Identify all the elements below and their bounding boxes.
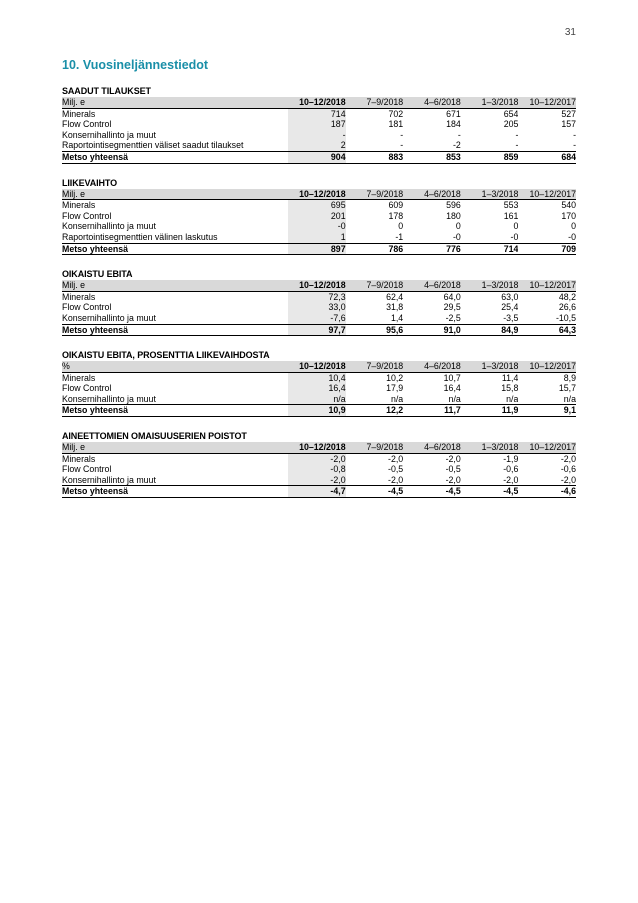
cell-value: 7–9/2018 [346, 280, 404, 291]
cell-value: 596 [446, 200, 461, 211]
cell-value: 7–9/2018 [346, 442, 404, 453]
row-label: Minerals [62, 453, 96, 464]
row-label: Minerals [62, 291, 96, 302]
cell-value: 4–6/2018 [403, 280, 461, 291]
cell-value: -2 [452, 140, 461, 151]
table-row [62, 302, 576, 313]
cell-value: 180 [446, 210, 461, 221]
table-title: SAADUT TILAUKSET [62, 86, 151, 96]
row-label: Milj. e [62, 189, 288, 200]
cell-value: 0 [513, 221, 519, 232]
cell-value: n/a [563, 393, 576, 404]
cell-value: 527 [561, 108, 576, 119]
cell-value: 16,4 [443, 383, 461, 394]
cell-value: -0 [568, 231, 576, 242]
cell-value: 11,9 [461, 405, 519, 417]
cell-value: 29,5 [443, 302, 461, 313]
cell-value: 1–3/2018 [461, 442, 519, 453]
table-block [62, 85, 576, 164]
cell-value: 10,4 [288, 372, 346, 383]
cell-value: 84,9 [461, 324, 519, 336]
cell-value: 15,8 [501, 383, 519, 394]
row-label: Raportointisegmenttien väliset saadut tilaukset [62, 140, 244, 151]
row-label: Milj. e [62, 280, 288, 291]
page-number: 31 [564, 27, 576, 38]
row-label: Flow Control [62, 210, 112, 221]
table-title: OIKAISTU EBITA, PROSENTTIA LIIKEVAIHDOSTA [62, 350, 270, 361]
table-row [62, 464, 576, 475]
cell-value: 859 [461, 151, 519, 163]
cell-value: 63,0 [501, 291, 519, 302]
cell-value: -4,5 [403, 486, 461, 498]
cell-value: 0 [571, 221, 576, 232]
cell-value: 4–6/2018 [403, 189, 461, 200]
cell-value: -2,0 [288, 475, 346, 486]
cell-value: 91,0 [403, 324, 461, 336]
cell-value: 695 [288, 200, 346, 211]
cell-value: -4,5 [461, 486, 519, 498]
cell-value: -2,0 [503, 474, 519, 485]
cell-value: 654 [503, 108, 519, 119]
cell-value: 0 [455, 221, 461, 232]
cell-value: - [515, 129, 519, 140]
table-title: LIIKEVAIHTO [62, 177, 118, 188]
row-label: Milj. e [62, 97, 288, 108]
cell-value: 15,7 [558, 383, 576, 394]
cell-value: -2,0 [445, 474, 461, 485]
cell-value: 7–9/2018 [346, 97, 404, 108]
cell-value: -2,0 [388, 453, 404, 464]
row-label: Metso yhteensä [62, 324, 288, 336]
cell-value: 17,9 [386, 383, 404, 394]
cell-value: 170 [561, 210, 576, 221]
table-total-row [62, 243, 576, 255]
row-label: Flow Control [62, 383, 112, 394]
cell-value: 4–6/2018 [403, 97, 461, 108]
cell-value: 97,7 [288, 324, 346, 336]
table-row [62, 200, 576, 211]
table-block [62, 268, 576, 336]
cell-value: 31,8 [386, 302, 404, 313]
table-total-row [62, 151, 576, 163]
cell-value: - [573, 129, 576, 140]
table-row [62, 211, 576, 222]
cell-value: 1–3/2018 [461, 280, 519, 291]
cell-value: 714 [461, 243, 519, 255]
cell-value: -2,0 [288, 453, 346, 464]
cell-value: 11,7 [403, 405, 461, 417]
table-header-row [62, 189, 576, 200]
row-label: Metso yhteensä [62, 486, 288, 498]
cell-value: 16,4 [288, 383, 346, 394]
cell-value: 10–12/2018 [288, 361, 346, 372]
cell-value: 12,2 [346, 405, 404, 417]
row-label: Minerals [62, 372, 96, 383]
table-header-row [62, 442, 576, 453]
cell-value: 48,2 [558, 291, 576, 302]
cell-value: -2,5 [445, 312, 461, 323]
row-label: Flow Control [62, 119, 112, 130]
table-row [62, 130, 576, 141]
row-label: Metso yhteensä [62, 151, 288, 163]
table-total-row [62, 324, 576, 336]
cell-value: 10–12/2017 [518, 189, 576, 200]
cell-value: 72,3 [288, 291, 346, 302]
table-row [62, 383, 576, 394]
cell-value: 10–12/2017 [518, 280, 576, 291]
cell-value: 161 [503, 210, 519, 221]
row-label: Konsernihallinto ja muut [62, 312, 156, 323]
cell-value: -0,5 [445, 464, 461, 475]
cell-value: 709 [518, 243, 576, 255]
cell-value: 1 [288, 232, 346, 243]
cell-value: 10–12/2017 [518, 442, 576, 453]
data-table [62, 280, 576, 336]
section-title: 10. Vuosineljännestiedot [62, 58, 209, 72]
cell-value: - [457, 129, 461, 140]
cell-value: 4–6/2018 [403, 361, 461, 372]
cell-value: 7–9/2018 [346, 361, 404, 372]
cell-value: -0,8 [288, 464, 346, 475]
cell-value: 883 [346, 151, 404, 163]
data-table [62, 189, 576, 256]
cell-value: 11,4 [501, 372, 519, 383]
cell-value: -2,0 [388, 474, 404, 485]
cell-value: 714 [288, 108, 346, 119]
table-block [62, 430, 576, 498]
cell-value: -7,6 [288, 313, 346, 324]
row-label: Konsernihallinto ja muut [62, 474, 156, 485]
data-table [62, 97, 576, 164]
table-total-row [62, 405, 576, 417]
row-label: Minerals [62, 200, 96, 211]
cell-value: 64,0 [443, 291, 461, 302]
cell-value: 10–12/2018 [288, 442, 346, 453]
table-row [62, 291, 576, 302]
cell-value: 157 [561, 119, 576, 130]
cell-value: 10,7 [443, 372, 461, 383]
cell-value: 10–12/2018 [288, 189, 346, 200]
cell-value: 1–3/2018 [461, 361, 519, 372]
cell-value: 205 [503, 119, 519, 130]
row-label: Flow Control [62, 464, 112, 475]
table-row [62, 232, 576, 243]
row-label: Flow Control [62, 302, 112, 313]
cell-value: n/a [506, 393, 519, 404]
cell-value: 33,0 [288, 302, 346, 313]
cell-value: 64,3 [518, 324, 576, 336]
cell-value: 671 [446, 108, 461, 119]
cell-value: n/a [390, 393, 404, 404]
table-title: AINEETTOMIEN OMAISUUSERIEN POISTOT [62, 431, 247, 442]
row-label: Milj. e [62, 442, 288, 453]
row-label: % [62, 361, 288, 372]
table-total-row [62, 486, 576, 498]
cell-value: 0 [398, 221, 404, 232]
table-row [62, 475, 576, 486]
cell-value: -2,0 [445, 453, 461, 464]
cell-value: - [573, 140, 576, 151]
cell-value: 2 [288, 140, 346, 151]
cell-value: 95,6 [346, 324, 404, 336]
table-header-row [62, 280, 576, 291]
table-header-row [62, 361, 576, 372]
cell-value: -10,5 [555, 312, 576, 323]
cell-value: 553 [503, 200, 519, 211]
cell-value: n/a [288, 394, 346, 405]
row-label: Metso yhteensä [62, 243, 288, 255]
table-title: OIKAISTU EBITA [62, 269, 133, 280]
cell-value: 609 [388, 200, 404, 211]
cell-value: -1 [395, 231, 404, 242]
table-row [62, 108, 576, 119]
cell-value: - [400, 129, 404, 140]
quarterly-tables [62, 85, 576, 511]
cell-value: -1,9 [503, 453, 519, 464]
row-label: Minerals [62, 108, 96, 119]
cell-value: -2,0 [560, 453, 576, 464]
table-header-row [62, 97, 576, 108]
cell-value: 702 [388, 108, 404, 119]
cell-value: - [400, 140, 404, 151]
cell-value: 10–12/2017 [518, 97, 576, 108]
cell-value: -0 [510, 231, 519, 242]
table-row [62, 221, 576, 232]
cell-value: 786 [346, 243, 404, 255]
cell-value: 684 [518, 151, 576, 163]
cell-value: - [288, 130, 346, 141]
cell-value: -3,5 [503, 312, 519, 323]
cell-value: n/a [448, 393, 461, 404]
table-block [62, 177, 576, 256]
row-label: Konsernihallinto ja muut [62, 393, 156, 404]
cell-value: 184 [446, 119, 461, 130]
data-table [62, 361, 576, 417]
table-row [62, 140, 576, 151]
cell-value: 7–9/2018 [346, 189, 404, 200]
cell-value: -4,6 [518, 486, 576, 498]
table-row [62, 394, 576, 405]
cell-value: 4–6/2018 [403, 442, 461, 453]
cell-value: 540 [561, 200, 576, 211]
cell-value: - [515, 140, 519, 151]
cell-value: 904 [288, 151, 346, 163]
cell-value: -2,0 [560, 474, 576, 485]
cell-value: 62,4 [386, 291, 404, 302]
cell-value: 178 [388, 210, 404, 221]
table-row [62, 313, 576, 324]
cell-value: 1–3/2018 [461, 97, 519, 108]
row-label: Konsernihallinto ja muut [62, 221, 156, 232]
cell-value: 8,9 [563, 372, 576, 383]
cell-value: -0,6 [503, 464, 519, 475]
cell-value: 9,1 [518, 405, 576, 417]
table-block [62, 349, 576, 417]
cell-value: -0 [288, 221, 346, 232]
cell-value: 201 [288, 211, 346, 222]
cell-value: 10,2 [386, 372, 404, 383]
cell-value: 10–12/2017 [518, 361, 576, 372]
cell-value: 776 [403, 243, 461, 255]
cell-value: -0,5 [388, 464, 404, 475]
cell-value: 25,4 [501, 302, 519, 313]
cell-value: 187 [288, 119, 346, 130]
table-row [62, 119, 576, 130]
row-label: Raportointisegmenttien välinen laskutus [62, 231, 218, 242]
cell-value: 897 [288, 243, 346, 255]
cell-value: -4,5 [346, 486, 404, 498]
cell-value: 181 [388, 119, 404, 130]
table-row [62, 372, 576, 383]
cell-value: 10,9 [288, 405, 346, 417]
data-table [62, 442, 576, 498]
row-label: Konsernihallinto ja muut [62, 129, 156, 140]
cell-value: -0,6 [560, 464, 576, 475]
cell-value: 1–3/2018 [461, 189, 519, 200]
row-label: Metso yhteensä [62, 405, 288, 417]
cell-value: 26,6 [558, 302, 576, 313]
cell-value: 1,4 [390, 312, 404, 323]
cell-value: -0 [452, 231, 461, 242]
cell-value: -4,7 [288, 486, 346, 498]
cell-value: 10–12/2018 [288, 280, 346, 291]
cell-value: 853 [403, 151, 461, 163]
table-row [62, 453, 576, 464]
cell-value: 10–12/2018 [288, 97, 346, 108]
